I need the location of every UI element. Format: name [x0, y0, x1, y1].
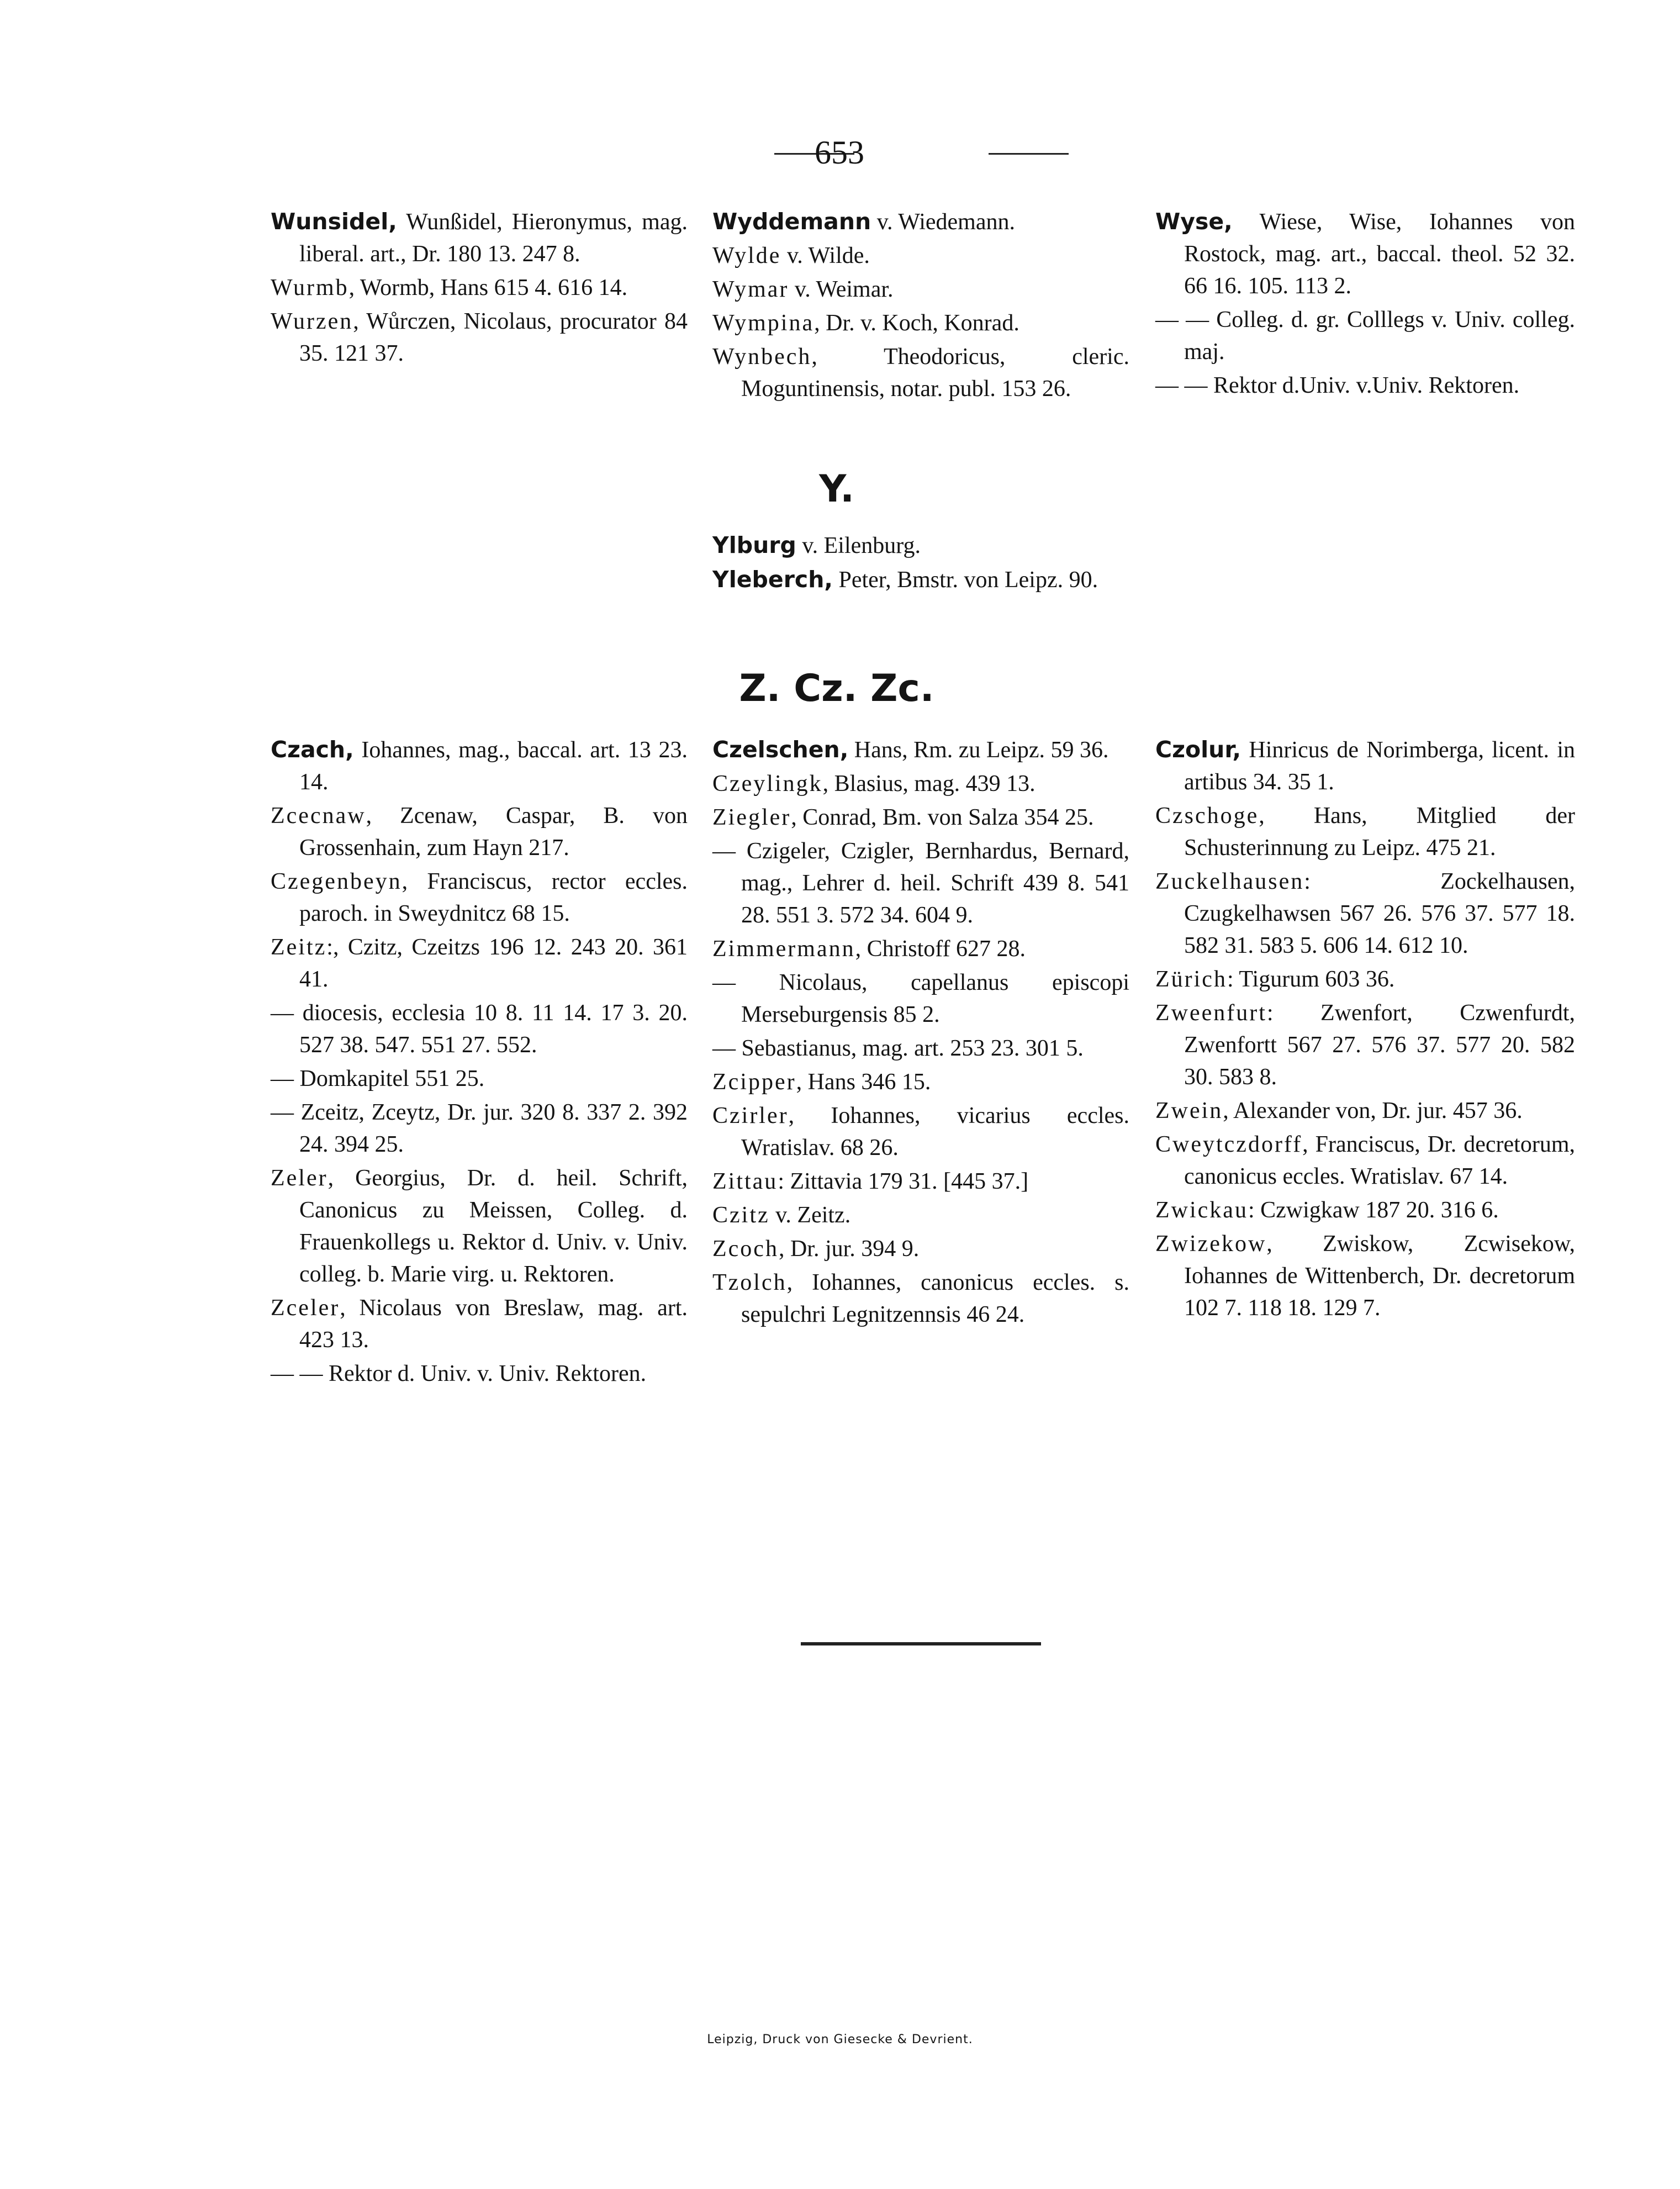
index-entry	[271, 305, 688, 370]
entry-text: v. Eilenburg.	[796, 533, 921, 558]
entry-text: : Zwenfort, Czwenfurdt, Zwenfortt 567 27. 576 37. 577 20. 582 30. 583 8.	[1184, 1000, 1575, 1090]
index-entry	[1155, 734, 1575, 798]
entry-text: , Iohannes, vicarius eccles. Wratislav. 68 26.	[741, 1103, 1129, 1161]
entry-headword: Ziegler	[712, 805, 791, 830]
index-entry	[712, 933, 1129, 965]
entry-headword: Zcecnaw	[271, 803, 366, 829]
entry-headword: Zwickau	[1155, 1198, 1248, 1223]
entry-text: , Zwiskow, Zcwisekow, Iohannes de Wittenberch, Dr. decretorum 102 7. 118 18. 129 7.	[1184, 1231, 1575, 1321]
entry-text: , Wormb, Hans 615 4. 616 14.	[348, 275, 628, 300]
entry-text: : Czwigkaw 187 20. 316 6.	[1248, 1198, 1499, 1223]
index-entry	[1155, 1194, 1575, 1226]
index-entry	[712, 801, 1129, 834]
index-entry	[712, 563, 1154, 596]
index-entry	[712, 341, 1129, 405]
index-entry	[712, 307, 1129, 339]
entry-text: , Iohannes, canonicus eccles. s. sepulchri Legnitzennsis 46 24.	[741, 1270, 1129, 1327]
index-entry	[712, 1233, 1129, 1265]
entry-text: :, Czitz, Czeitzs 196 12. 243 20. 361 41.	[299, 935, 688, 992]
entry-text: , Hans 346 15.	[796, 1069, 931, 1095]
index-entry	[712, 1100, 1129, 1164]
entry-headword: Wylde	[712, 243, 781, 268]
w-section-column-3	[1155, 205, 1575, 403]
index-entry	[271, 272, 688, 304]
entry-headword: Wyddemann	[712, 208, 871, 235]
printer-imprint: Leipzig, Druck von Giesecke & Devrient.	[707, 2033, 973, 2046]
entry-headword: Czegenbeyn	[271, 869, 402, 894]
index-entry	[271, 997, 688, 1061]
index-entry	[271, 205, 688, 270]
index-entry	[1155, 997, 1575, 1093]
entry-text: — — Colleg. d. gr. Colllegs v. Univ. colleg. maj.	[1155, 307, 1575, 365]
entry-text: , Dr. jur. 394 9.	[778, 1236, 920, 1262]
entry-text: Peter, Bmstr. von Leipz. 90.	[833, 567, 1098, 593]
entry-headword: Wympina	[712, 310, 815, 336]
index-entry	[1155, 1095, 1575, 1127]
entry-text: : Tigurum 603 36.	[1227, 967, 1395, 992]
entry-headword: Zceler	[271, 1295, 340, 1321]
page-number: 653	[815, 134, 864, 171]
entry-text: : Zockelhausen, Czugkelhawsen 567 26. 576 37. 577 18. 582 31. 583 5. 606 14. 612 10.	[1184, 869, 1575, 958]
entry-headword: Czirler	[712, 1103, 789, 1128]
index-entry	[712, 240, 1129, 272]
entry-headword: Ylburg	[712, 532, 796, 558]
entry-text: Iohannes, mag., baccal. art. 13 23. 14.	[299, 737, 688, 795]
index-entry	[712, 835, 1129, 931]
index-entry	[712, 1066, 1129, 1098]
index-entry	[712, 1267, 1129, 1331]
entry-text: , Hans, Mitglied der Schusterinnung zu Leipz. 475 21.	[1184, 803, 1575, 861]
index-entry	[271, 1162, 688, 1290]
entry-text: — Domkapitel 551 25.	[271, 1066, 485, 1091]
entry-text: , Wůrczen, Nicolaus, procurator 84 35. 121 37.	[299, 309, 688, 366]
entry-text: v. Zeitz.	[769, 1202, 851, 1228]
entry-headword: Zweenfurt	[1155, 1000, 1267, 1026]
entry-headword: Zwein	[1155, 1098, 1223, 1123]
z-section-column-1	[271, 734, 688, 1391]
entry-text: Hans, Rm. zu Leipz. 59 36.	[848, 737, 1109, 763]
entry-text: v. Wiedemann.	[871, 209, 1015, 235]
entry-text: , Dr. v. Koch, Konrad.	[814, 310, 1019, 336]
index-entry	[271, 931, 688, 995]
entry-headword: Wunsidel,	[271, 208, 397, 235]
entry-headword: Czolur,	[1155, 736, 1241, 763]
index-entry	[271, 1292, 688, 1356]
index-entry	[1155, 800, 1575, 864]
entry-headword: Zuckelhausen	[1155, 869, 1304, 894]
entry-text: , Zcenaw, Caspar, B. von Grossenhain, zum Hayn 217.	[299, 803, 688, 861]
entry-text: Wiese, Wise, Iohannes von Rostock, mag. art., baccal. theol. 52 32. 66 16. 105. 113 2.	[1184, 209, 1575, 299]
index-entry	[1155, 205, 1575, 302]
end-rule	[801, 1642, 1041, 1645]
entry-text: , Conrad, Bm. von Salza 354 25.	[791, 805, 1094, 830]
entry-text: v. Weimar.	[789, 277, 894, 302]
entry-headword: Wurzen	[271, 309, 353, 334]
entry-text: — Czigeler, Czigler, Bernhardus, Bernard, mag., Lehrer d. heil. Schrift 439 8. 541 28. 551 3. 572 34. 604 9.	[712, 838, 1129, 928]
index-entry	[712, 529, 1154, 562]
entry-headword: Czeylingk	[712, 771, 823, 797]
entry-text: , Franciscus, Dr. decretorum, canonicus eccles. Wratislav. 67 14.	[1184, 1132, 1575, 1189]
entry-text: , Christoff 627 28.	[855, 936, 1026, 962]
index-entry	[271, 1358, 688, 1390]
entry-headword: Zimmermann	[712, 936, 855, 962]
entry-headword: Czach,	[271, 736, 354, 763]
entry-text: v. Wilde.	[781, 243, 870, 268]
entry-text: , Alexander von, Dr. jur. 457 36.	[1223, 1098, 1523, 1123]
letter-heading-y: Y.	[819, 467, 854, 511]
index-entry	[1155, 1228, 1575, 1324]
index-entry	[712, 1199, 1129, 1231]
entry-text: , Blasius, mag. 439 13.	[822, 771, 1036, 797]
entry-headword: Zürich	[1155, 967, 1227, 992]
entry-text: , Theodoricus, cleric. Moguntinensis, notar. publ. 153 26.	[741, 344, 1129, 402]
entry-text: , Franciscus, rector eccles. paroch. in Sweydnitcz 68 15.	[299, 869, 688, 926]
entry-headword: Tzolch	[712, 1270, 787, 1295]
index-entry	[712, 734, 1129, 766]
entry-headword: Czschoge	[1155, 803, 1259, 829]
index-entry	[712, 273, 1129, 305]
entry-headword: Zwizekow	[1155, 1231, 1267, 1257]
index-entry	[712, 768, 1129, 800]
entry-text: , Georgius, Dr. d. heil. Schrift, Canonicus zu Meissen, Colleg. d. Frauenkollegs u. Rektor d. Univ. v. Univ. colleg. b. Marie virg. u. Rektoren.	[299, 1165, 688, 1287]
entry-headword: Wymar	[712, 277, 789, 302]
entry-headword: Zcoch	[712, 1236, 779, 1262]
entry-headword: Czelschen,	[712, 736, 849, 763]
entry-headword: Yleberch,	[712, 566, 833, 593]
entry-text: — Zceitz, Zceytz, Dr. jur. 320 8. 337 2. 392 24. 394 25.	[271, 1100, 688, 1157]
index-entry	[1155, 370, 1575, 402]
index-entry	[271, 1096, 688, 1161]
entry-headword: Zittau	[712, 1169, 778, 1194]
index-entry	[1155, 963, 1575, 995]
page-number-rule-right	[989, 153, 1069, 155]
entry-headword: Wynbech	[712, 344, 812, 370]
entry-text: — — Rektor d.Univ. v.Univ. Rektoren.	[1155, 373, 1520, 398]
entry-text: : Zittavia 179 31. [445 37.]	[778, 1169, 1029, 1194]
y-section	[712, 529, 1154, 598]
index-entry	[712, 205, 1129, 238]
letter-heading-z: Z. Cz. Zc.	[739, 667, 934, 710]
entry-text: — — Rektor d. Univ. v. Univ. Rektoren.	[271, 1361, 647, 1386]
index-entry	[271, 800, 688, 864]
entry-headword: Wyse,	[1155, 208, 1233, 235]
entry-headword: Czitz	[712, 1202, 770, 1228]
entry-headword: Cweytczdorff	[1155, 1132, 1303, 1157]
entry-headword: Wurmb	[271, 275, 349, 300]
index-entry	[1155, 304, 1575, 368]
entry-headword: Zcipper	[712, 1069, 796, 1095]
entry-text: — diocesis, ecclesia 10 8. 11 14. 17 3. 20. 527 38. 547. 551 27. 552.	[271, 1000, 688, 1058]
entry-text: , Nicolaus von Breslaw, mag. art. 423 13.	[299, 1295, 688, 1353]
index-entry	[1155, 1128, 1575, 1193]
w-section-column-2	[712, 205, 1129, 407]
entry-headword: Zeitz	[271, 935, 327, 960]
index-entry	[712, 1165, 1129, 1198]
z-section-column-3	[1155, 734, 1575, 1326]
index-entry	[271, 1063, 688, 1095]
index-entry	[271, 866, 688, 930]
entry-text: Wunßidel, Hieronymus, mag. liberal. art., Dr. 180 13. 247 8.	[299, 209, 688, 267]
index-entry	[712, 1032, 1129, 1064]
entry-text: Hinricus de Norimberga, licent. in artibus 34. 35 1.	[1184, 737, 1575, 795]
index-entry	[271, 734, 688, 798]
z-section-column-2	[712, 734, 1129, 1332]
entry-text: — Sebastianus, mag. art. 253 23. 301 5.	[712, 1036, 1084, 1061]
entry-headword: Zeler	[271, 1165, 328, 1191]
index-entry	[1155, 866, 1575, 962]
entry-text: — Nicolaus, capellanus episcopi Merseburgensis 85 2.	[712, 970, 1129, 1027]
index-entry	[712, 967, 1129, 1031]
w-section-column-1	[271, 205, 688, 371]
